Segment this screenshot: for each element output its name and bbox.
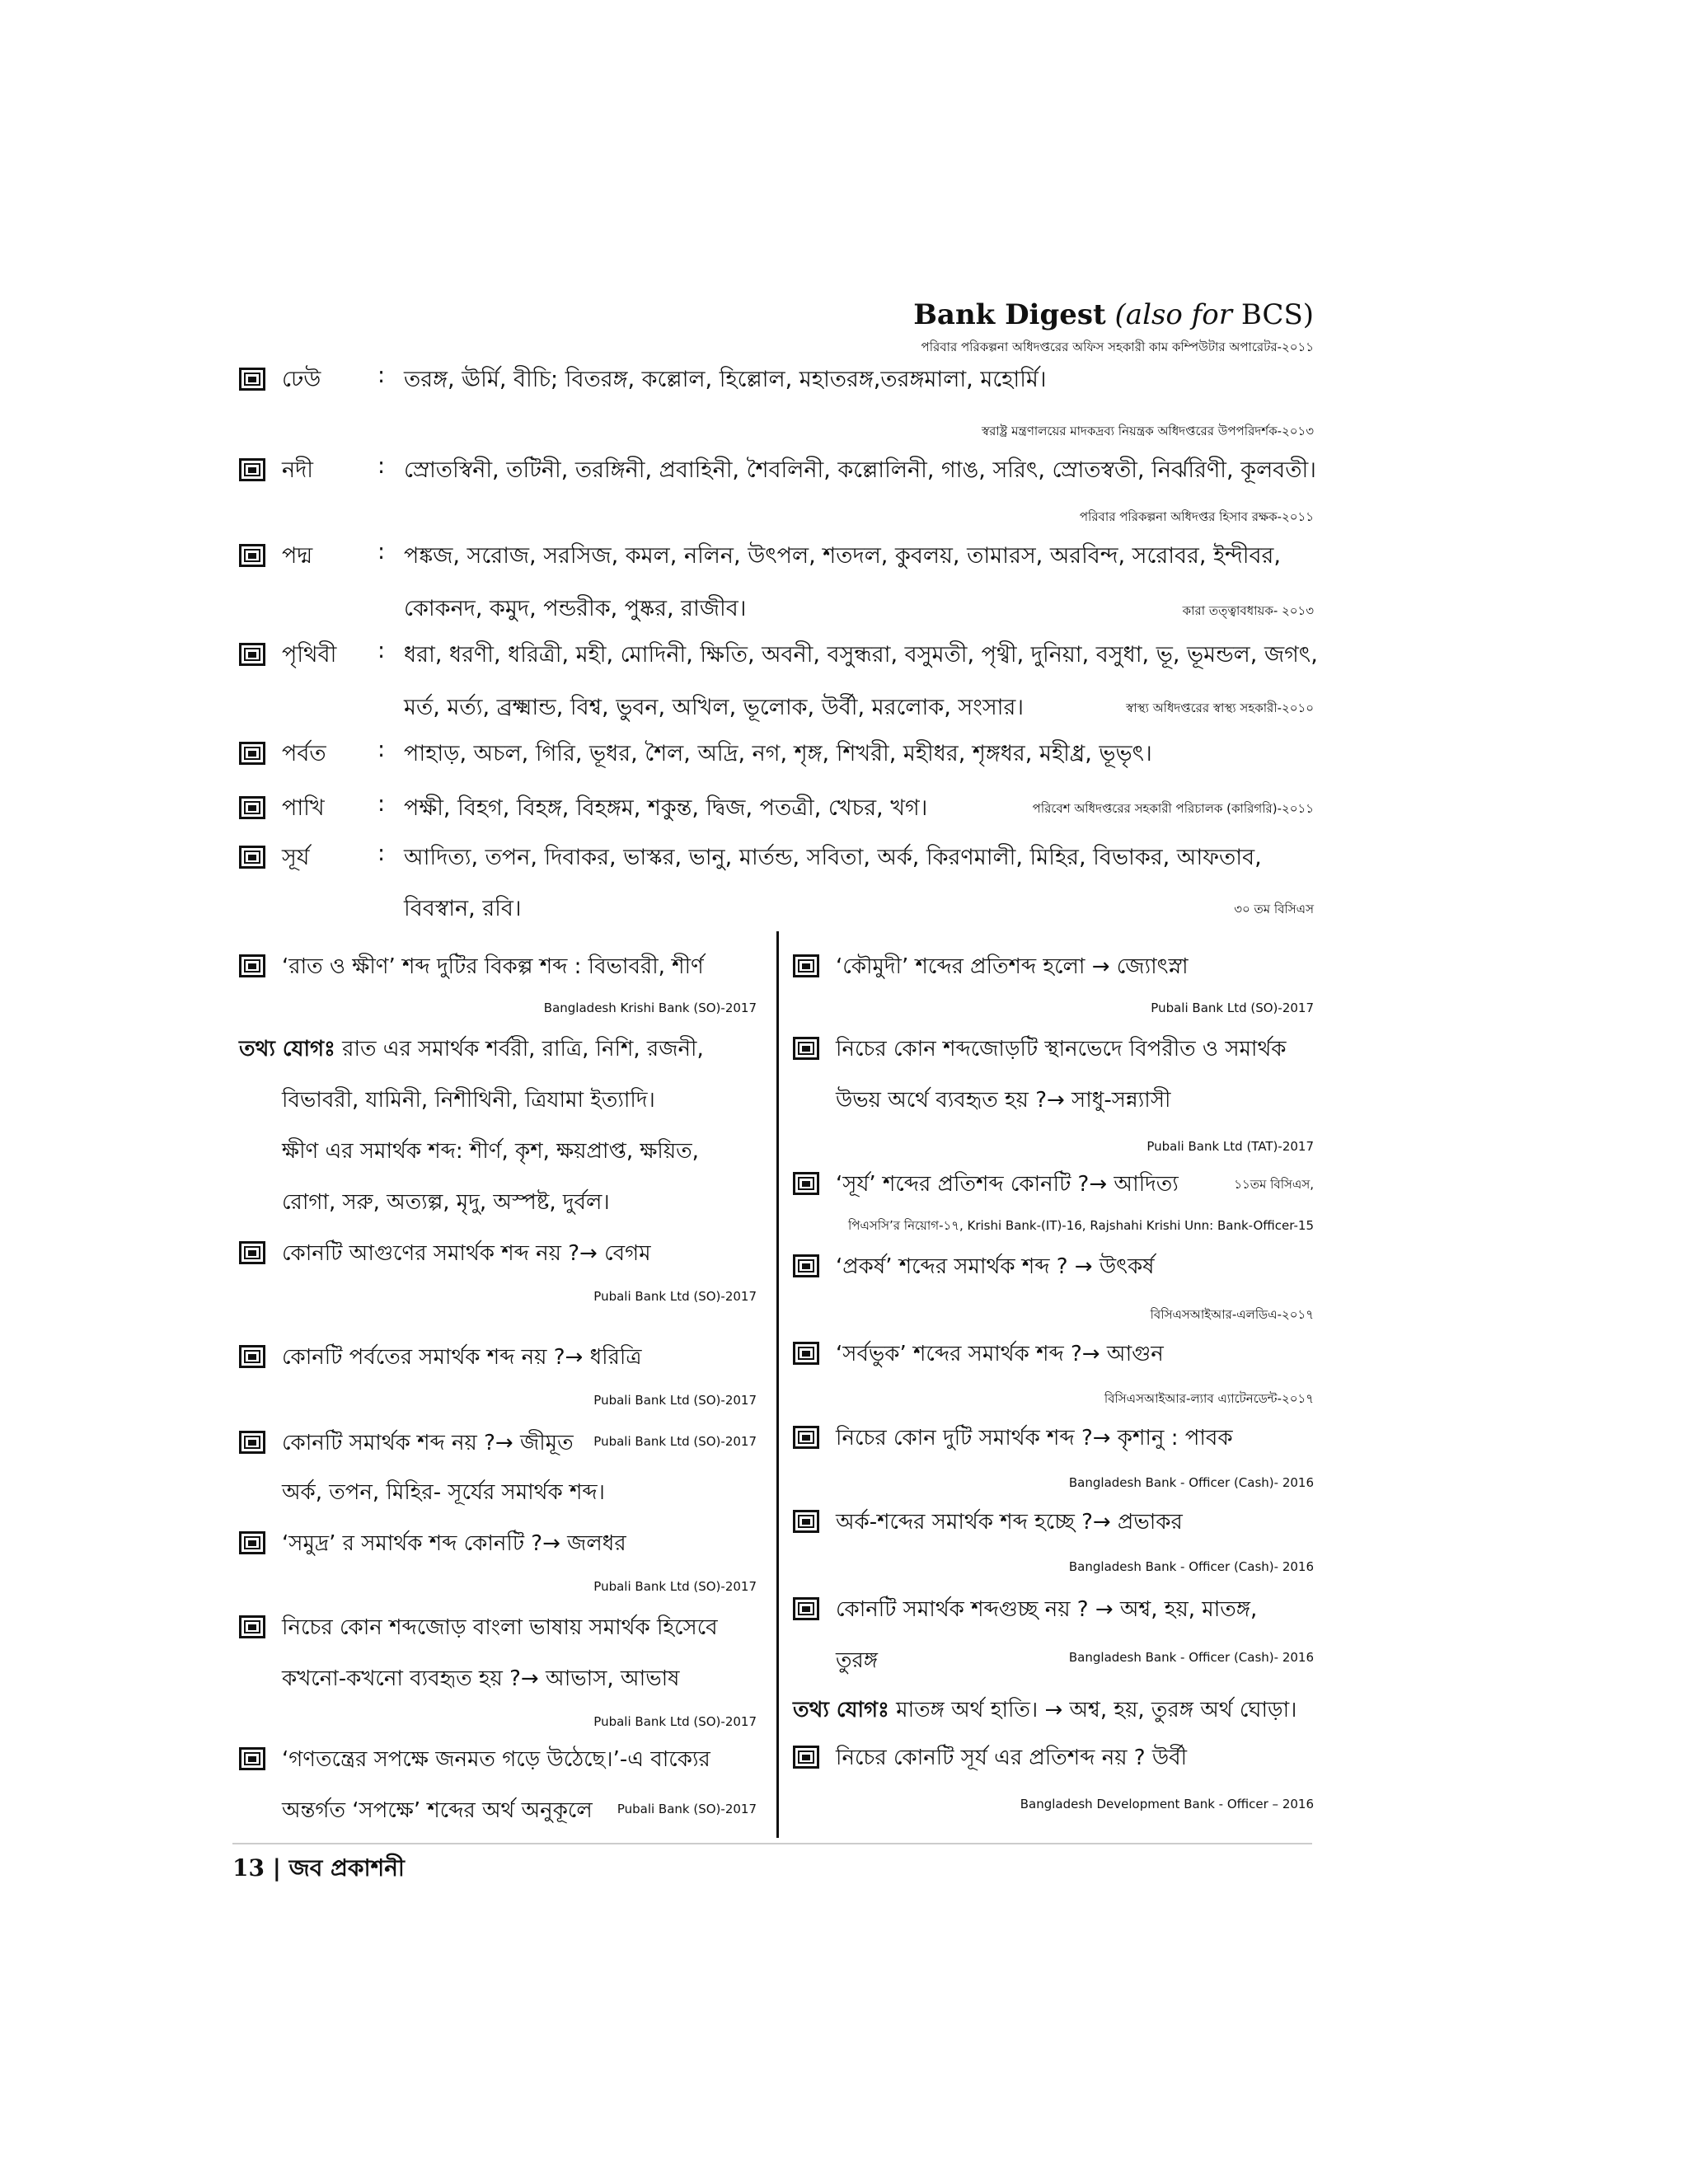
entry-synonyms: তরঙ্গ, ঊর্মি, বীচি; বিতরঙ্গ, কল্লোল, হিল্লোল, মহাতরঙ্গ,তরঙ্গমালা, মহোর্মি।	[404, 367, 1047, 392]
entry-term: পাখি	[282, 795, 325, 821]
entry-source: কারা তত্ত্বাবধায়ক- ২০১৩	[1182, 603, 1314, 618]
entry-synonyms: ধরা, ধরণী, ধরিত্রী, মহী, মোদিনী, ক্ষিতি, অবনী, বসুন্ধরা, বসুমতী, পৃথ্বী, দুনিয়া, বসুধা, ভূ, ভূমন্ডল, জগৎ,	[404, 642, 1318, 668]
question-source: Bangladesh Bank - Officer (Cash)- 2016	[1068, 1559, 1314, 1574]
entry-source: পরিবেশ অধিদপ্তরের সহকারী পরিচালক (কারিগরি)-২০১১	[1032, 801, 1314, 816]
square-bullet-icon	[793, 1426, 819, 1449]
question-note: অর্ক, তপন, মিহির- সূর্যের সমার্থক শব্দ।	[282, 1480, 605, 1505]
question: ‘সর্বভুক’ শব্দের সমার্থক শব্দ ?→ আগুন	[836, 1342, 1164, 1366]
question: নিচের কোন শব্দজোড়টি স্থানভেদে বিপরীত ও সমার্থক	[836, 1037, 1287, 1062]
square-bullet-icon	[793, 1510, 819, 1533]
square-bullet-icon	[239, 1747, 265, 1770]
square-bullet-icon	[239, 643, 265, 666]
question-source: Pubali Bank Ltd (SO)-2017	[593, 1434, 757, 1449]
square-bullet-icon	[239, 1531, 265, 1554]
note-line: রোগা, সরু, অত্যল্প, মৃদু, অস্পষ্ট, দুর্বল।	[282, 1190, 610, 1215]
question-source: Pubali Bank Ltd (SO)-2017	[593, 1579, 757, 1594]
note: তথ্য যোগঃ মাতঙ্গ অর্থ হাতি। → অশ্ব, হয়, তুরঙ্গ অর্থ ঘোড়া।	[793, 1698, 1297, 1722]
question: কোনটি পর্বতের সমার্থক শব্দ নয় ?→ ধরিত্রি	[282, 1345, 642, 1370]
question: কোনটি আগুণের সমার্থক শব্দ নয় ?→ বেগম	[282, 1241, 651, 1266]
page-footer: 13 | জব প্রকাশনী	[232, 1854, 405, 1882]
square-bullet-icon	[793, 954, 819, 977]
question: অর্ক-শব্দের সমার্থক শব্দ হচ্ছে ?→ প্রভাকর	[836, 1510, 1183, 1535]
question: ‘প্রকর্ষ’ শব্দের সমার্থক শব্দ ? → উৎকর্ষ	[836, 1254, 1155, 1279]
question: ‘কৌমুদী’ শব্দের প্রতিশব্দ হলো → জ্যোৎস্না	[836, 954, 1189, 979]
question-source: Pubali Bank Ltd (SO)-2017	[593, 1393, 757, 1408]
entry-synonyms: পঙ্কজ, সরোজ, সরসিজ, কমল, নলিন, উৎপল, শতদল, কুবলয়, তামারস, অরবিন্দ, সরোবর, ইন্দীবর,	[404, 543, 1281, 569]
square-bullet-icon	[239, 1615, 265, 1638]
entry-term: সূর্য	[282, 845, 310, 870]
question: নিচের কোনটি সূর্য এর প্রতিশব্দ নয় ? উর্বী	[836, 1746, 1188, 1770]
entry-source: স্বাস্থ্য অধিদপ্তরের স্বাস্থ্য সহকারী-২০১০	[1126, 701, 1314, 715]
question-source: Bangladesh Bank - Officer (Cash)- 2016	[1068, 1475, 1314, 1490]
question: ‘সমুদ্র’ র সমার্থক শব্দ কোনটি ?→ জলধর	[282, 1531, 626, 1556]
square-bullet-icon	[793, 1172, 819, 1195]
square-bullet-icon	[239, 1241, 265, 1264]
square-bullet-icon	[239, 458, 265, 481]
square-bullet-icon	[239, 1431, 265, 1454]
question: নিচের কোন শব্দজোড় বাংলা ভাষায় সমার্থক হিসেবে	[282, 1615, 718, 1640]
note-line: বিভাবরী, যামিনী, নিশীথিনী, ত্রিযামা ইত্যাদি।	[282, 1088, 655, 1113]
question-cont: অন্তর্গত ‘সপক্ষে’ শব্দের অর্থ অনুকূলে	[282, 1798, 593, 1823]
entry-synonyms-cont: বিবস্বান, রবি।	[404, 896, 522, 921]
entry-term: পর্বত	[282, 741, 326, 766]
note: তথ্য যোগঃ রাত এর সমার্থক শর্বরী, রাত্রি, নিশি, রজনী,	[239, 1037, 704, 1062]
entry-synonyms: পাহাড়, অচল, গিরি, ভূধর, শৈল, অদ্রি, নগ, শৃঙ্গ, শিখরী, মহীধর, শৃঙ্গধর, মহীধ্র, ভূভৃৎ।	[404, 741, 1152, 766]
entry-source: পরিবার পরিকল্পনা অধিদপ্তরের অফিস সহকারী কাম কম্পিউটার অপারেটর-২০১১	[921, 340, 1314, 354]
square-bullet-icon	[793, 1342, 819, 1365]
entry-source: স্বরাষ্ট্র মন্ত্রণালয়ের মাদকদ্রব্য নিয়ন্ত্রক অধিদপ্তরের উপপরিদর্শক-২০১৩	[982, 424, 1314, 438]
entry-synonyms-cont: মর্ত, মর্ত্য, ব্রক্ষ্মান্ড, বিশ্ব, ভুবন, অখিল, ভূলোক, উর্বী, মরলোক, সংসার।	[404, 695, 1024, 720]
question: ‘গণতন্ত্রের সপক্ষে জনমত গড়ে উঠেছে।’-এ বাক্যের	[282, 1747, 710, 1772]
square-bullet-icon	[239, 796, 265, 819]
entry-synonyms: পক্ষী, বিহগ, বিহঙ্গ, বিহঙ্গম, শকুন্ত, দ্বিজ, পতত্রী, খেচর, খগ।	[404, 795, 928, 821]
entry-source: ৩০ তম বিসিএস	[1234, 902, 1314, 916]
entry-synonyms: স্রোতস্বিনী, তটিনী, তরঙ্গিনী, প্রবাহিনী, শৈবলিনী, কল্লোলিনী, গাঙ, সরিৎ, স্রোতস্বতী, নির্ঝরিণী, কূলবতী।	[404, 457, 1316, 483]
square-bullet-icon	[239, 544, 265, 567]
entry-term: পদ্ম	[282, 543, 313, 569]
square-bullet-icon	[239, 846, 265, 869]
entry-synonyms: আদিত্য, তপন, দিবাকর, ভাস্কর, ভানু, মার্তন্ড, সবিতা, অর্ক, কিরণমালী, মিহির, বিভাকর, আফতাব,	[404, 845, 1262, 870]
square-bullet-icon	[793, 1597, 819, 1620]
question-source: ১১তম বিসিএস,	[1234, 1177, 1314, 1192]
note-label: তথ্য যোগঃ	[793, 1698, 889, 1722]
question-source: বিসিএসআইআর-ল্যাব এ্যাটেনডেন্ট-২০১৭	[1104, 1391, 1314, 1406]
square-bullet-icon	[239, 954, 265, 977]
square-bullet-icon	[793, 1037, 819, 1060]
question-source: পিএসসি’র নিয়োগ-১৭, Krishi Bank-(IT)-16, Rajshahi Krishi Unn: Bank-Officer-15	[848, 1218, 1314, 1233]
question: কোনটি সমার্থক শব্দ নয় ?→ জীমূত	[282, 1431, 574, 1455]
question-source: Pubali Bank Ltd (SO)-2017	[593, 1714, 757, 1729]
page-header-title: Bank Digest (also for BCS)	[913, 298, 1314, 331]
question-source: Pubali Bank Ltd (TAT)-2017	[1146, 1139, 1314, 1154]
question-source: Pubali Bank (SO)-2017	[617, 1802, 757, 1816]
question: কোনটি সমার্থক শব্দগুচ্ছ নয় ? → অশ্ব, হয়, মাতঙ্গ,	[836, 1597, 1258, 1622]
entry-term: ঢেউ	[282, 367, 321, 392]
square-bullet-icon	[239, 368, 265, 391]
entry-source: পরিবার পরিকল্পনা অধিদপ্তর হিসাব রক্ষক-২০১১	[1079, 509, 1314, 524]
question-source: Pubali Bank Ltd (SO)-2017	[1151, 1001, 1314, 1015]
square-bullet-icon	[793, 1746, 819, 1769]
question-source: Pubali Bank Ltd (SO)-2017	[593, 1289, 757, 1304]
entry-term: পৃথিবী	[282, 642, 337, 668]
question: নিচের কোন দুটি সমার্থক শব্দ ?→ কৃশানু : পাবক	[836, 1426, 1233, 1451]
question-source: Bangladesh Bank - Officer (Cash)- 2016	[1068, 1650, 1314, 1665]
question-source: Bangladesh Krishi Bank (SO)-2017	[543, 1001, 757, 1015]
question-source: Bangladesh Development Bank - Officer – 2016	[1020, 1797, 1314, 1811]
question-cont: কখনো-কখনো ব্যবহৃত হয় ?→ আভাস, আভাষ	[282, 1666, 680, 1691]
footer-divider	[232, 1843, 1312, 1844]
question: ‘রাত ও ক্ষীণ’ শব্দ দুটির বিকল্প শব্দ : বিভাবরী, শীর্ণ	[282, 954, 704, 979]
entry-synonyms-cont: কোকনদ, কমুদ, পন্ডরীক, পুষ্কর, রাজীব।	[404, 596, 747, 621]
note-label: তথ্য যোগঃ	[239, 1037, 335, 1062]
square-bullet-icon	[239, 1345, 265, 1368]
entry-term: নদী	[282, 457, 314, 483]
column-divider	[776, 931, 779, 1838]
note-line: ক্ষীণ এর সমার্থক শব্দ: শীর্ণ, কৃশ, ক্ষয়প্রাপ্ত, ক্ষয়িত,	[282, 1139, 699, 1164]
question-cont: উভয় অর্থে ব্যবহৃত হয় ?→ সাধু-সন্ন্যাসী	[836, 1088, 1171, 1113]
question-source: বিসিএসআইআর-এলডিএ-২০১৭	[1150, 1307, 1314, 1322]
question: ‘সূর্য’ শব্দের প্রতিশব্দ কোনটি ?→ আদিত্য	[836, 1172, 1179, 1197]
square-bullet-icon	[793, 1254, 819, 1277]
square-bullet-icon	[239, 742, 265, 765]
question-cont: তুরঙ্গ	[836, 1648, 879, 1673]
